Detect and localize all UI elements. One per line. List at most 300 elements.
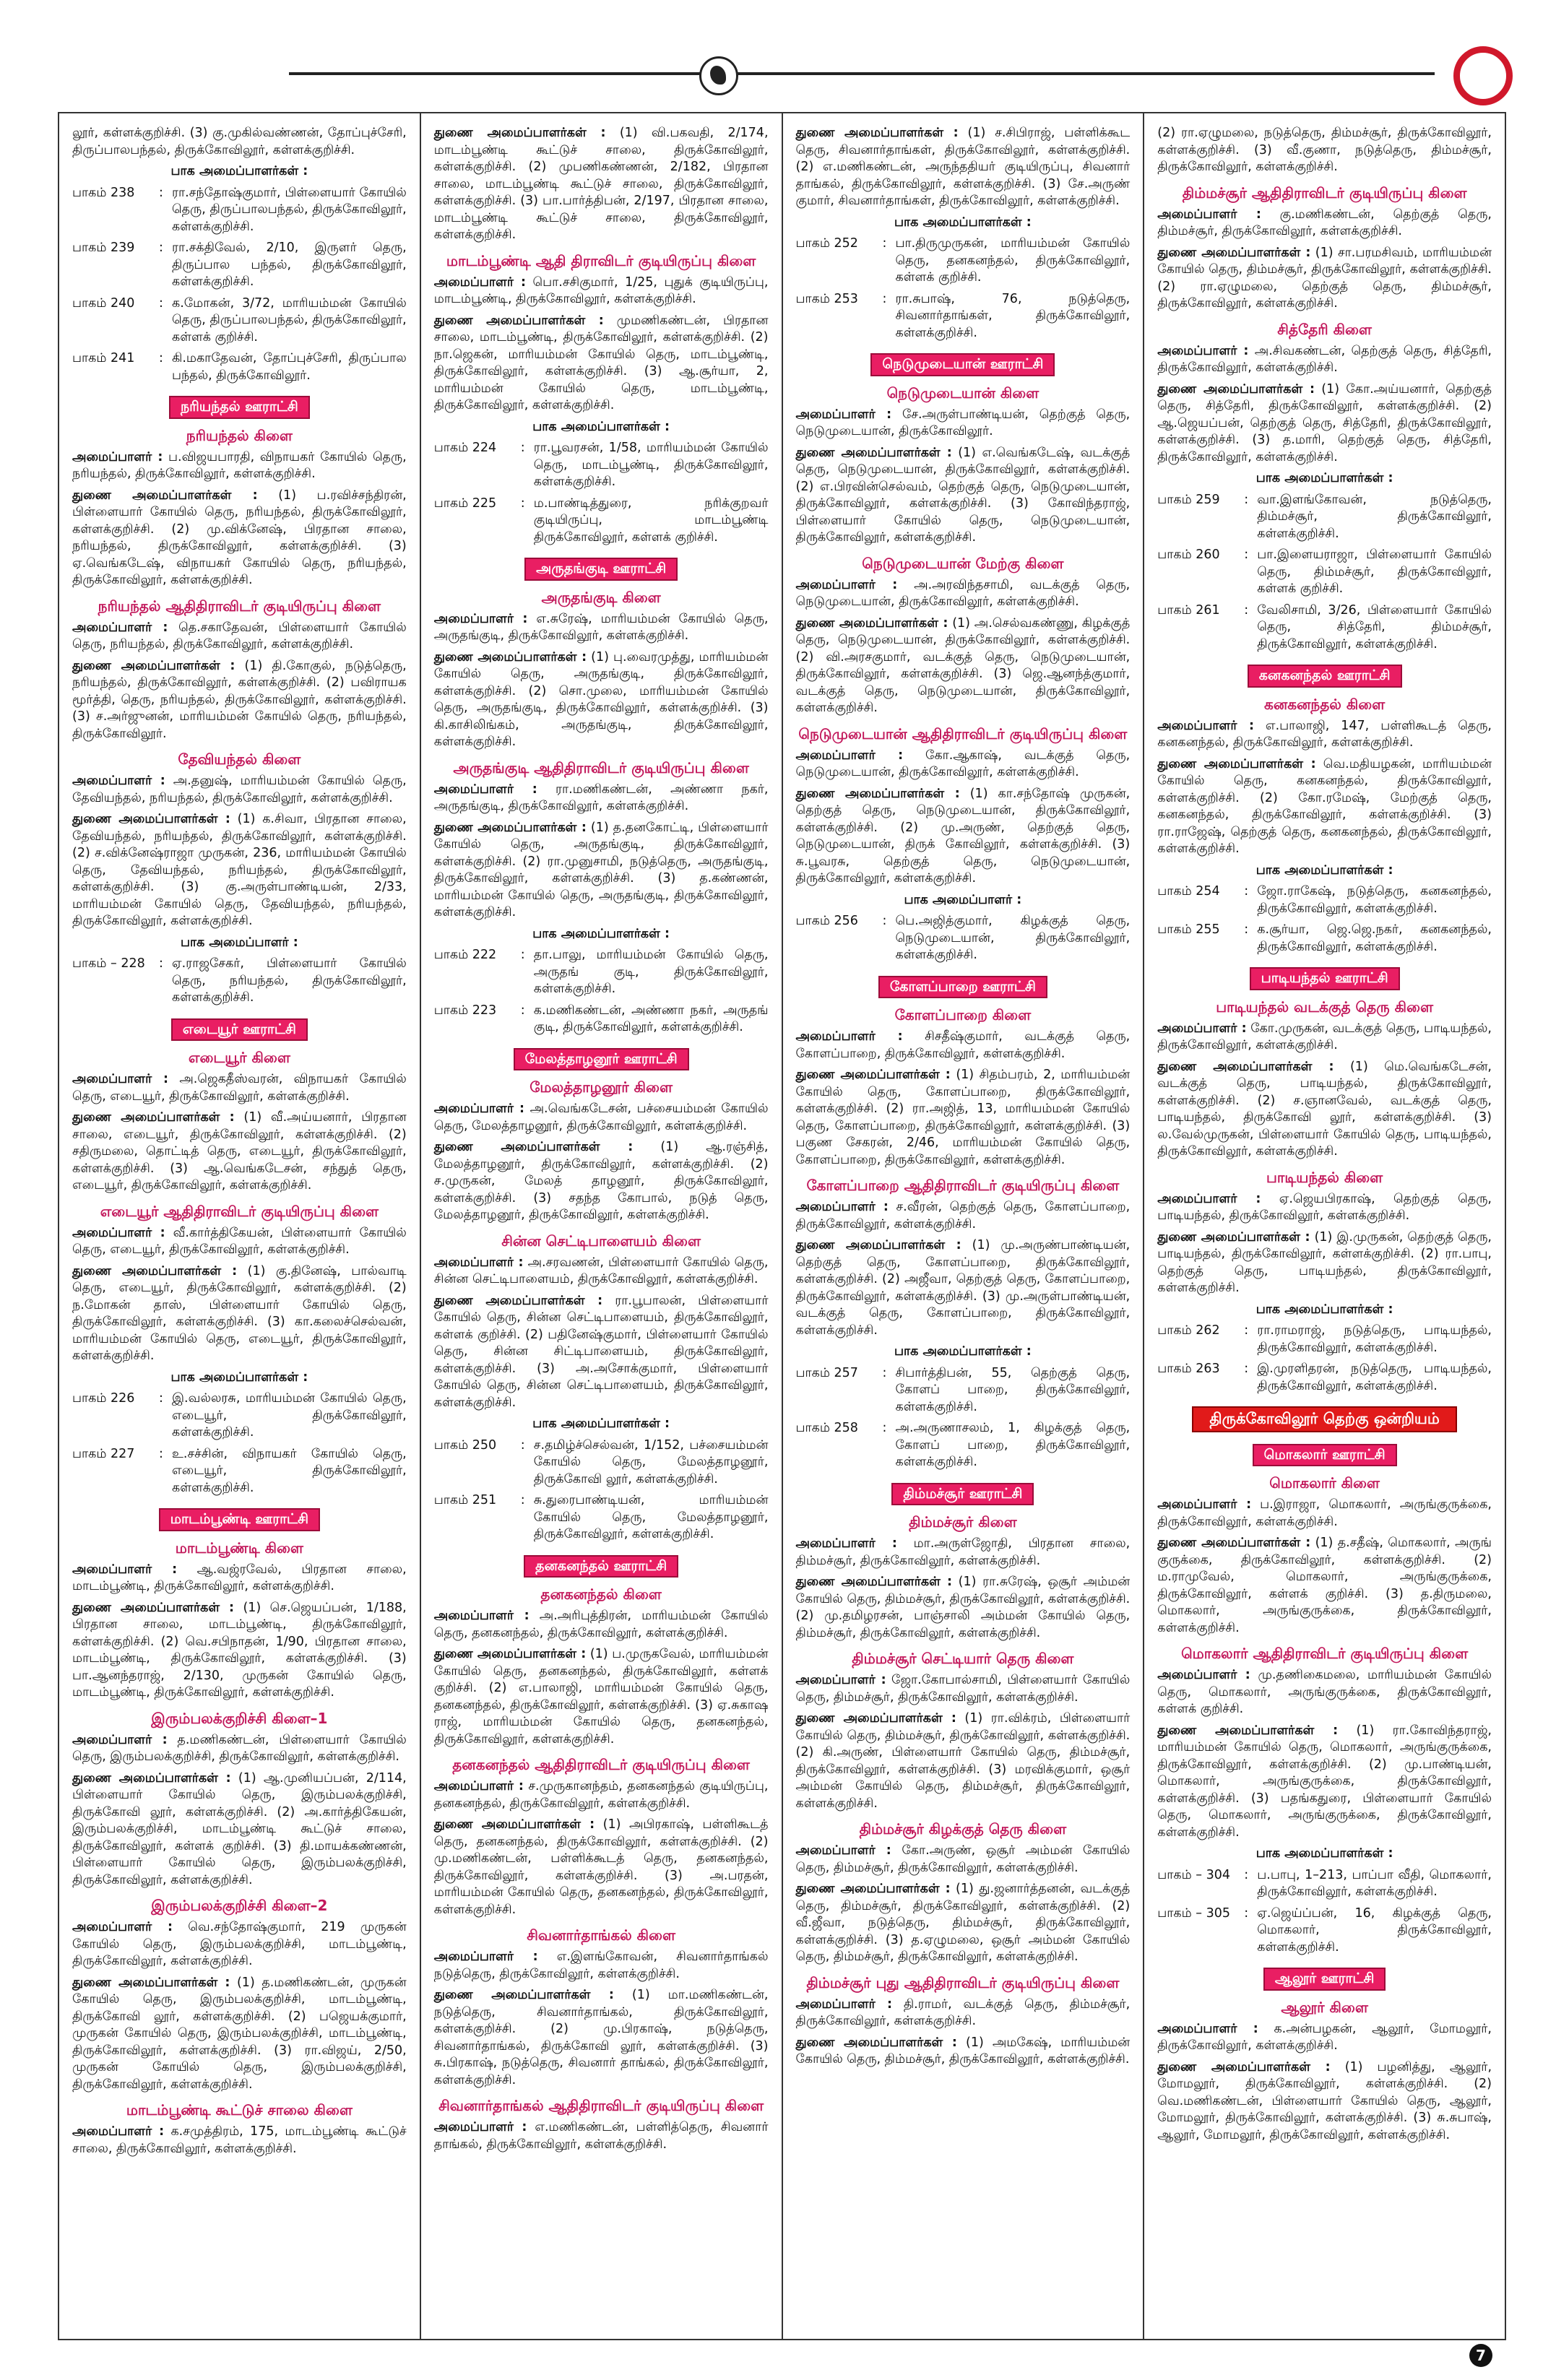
booth-list-heading: பாக அமைப்பாளர்கள் : <box>894 1344 1032 1359</box>
booth-list-heading: பாக அமைப்பாளர்கள் : <box>170 1369 308 1385</box>
branch-heading: ஆலூர் கிளை <box>1281 1998 1368 2016</box>
member-entry <box>434 820 769 922</box>
member-details: எ.பாலாஜி, 147, பள்ளிகூடத் தெரு, கனகனந்தல், திருக்கோவிலூர், கள்ளக்குறிச்சி. <box>1157 718 1492 750</box>
member-details: (1) ப.ரவிச்சந்திரன், பிள்ளையார் கோயில் தெரு, நரியந்தல், திருக்கோவிலூர், கள்ளக்குறிச்சி. (2) மு.விக்னேஷ், பிரதான சாலை, நரியந்தல், திருக்கோவிலூர், கள்ளக்குறிச்சி. (3) ஏ.வெங்கடேஷ், விநாயகர் கோயில் தெரு, நரியந்தல், திருக்கோவிலூர், கள்ளக்குறிச்சி. <box>72 488 407 587</box>
member-entry <box>796 1843 1131 1877</box>
role-label: துணை அமைப்பாளர்கள் : <box>433 1988 614 2002</box>
section-heading <box>72 1508 407 1531</box>
member-entry <box>1157 1667 1492 1718</box>
member-entry <box>72 811 407 930</box>
branch-heading: எடையூர் கிளை <box>188 1049 290 1066</box>
member-entry <box>434 1949 769 1983</box>
booth-number: பாகம் 255 <box>1157 922 1220 937</box>
member-details: வீ.கார்த்திகேயன், பிள்ளையார் கோயில் தெரு, எடையூர், திருக்கோவிலூர், கள்ளக்குறிச்சி. <box>72 1225 407 1257</box>
booth-separator: : <box>1244 1362 1249 1376</box>
role-label: அமைப்பாளர் : <box>795 407 892 422</box>
branch-heading: திம்மச்சூர் கிழக்குத் தெரு கிளை <box>859 1820 1067 1838</box>
section-heading <box>72 1018 407 1042</box>
member-entry <box>796 1574 1131 1642</box>
section-heading-label: ஆலூர் ஊராட்சி <box>1263 1968 1386 1991</box>
booth-details: ஏ.ஜெய்ப்பன், 16, கிழக்குத் தெரு, மொகலார், திருக்கோவிலூர், கள்ளக்குறிச்சி. <box>1257 1905 1492 1955</box>
column-3 <box>783 113 1145 2339</box>
booth-number: பாகம் 227 <box>72 1446 135 1461</box>
role-label: துணை அமைப்பாளர்கள் : <box>795 2035 957 2050</box>
branch-heading: பாடியந்தல் கிளை <box>1266 1168 1383 1186</box>
member-entry <box>72 1770 407 1890</box>
role-label: அமைப்பாளர் : <box>433 611 528 626</box>
booth-separator: : <box>882 914 887 928</box>
member-entry <box>72 488 407 589</box>
branch-heading: அருதங்குடி ஆதிதிராவிடர் குடியிருப்பு கிளை <box>453 758 749 776</box>
member-details: சே.அருள்பாண்டியன், தெற்குத் தெரு, நெடுமுடையான், திருக்கோவிலூர். <box>795 407 1131 438</box>
booth-details: வேலிசாமி, 3/26, பிள்ளையார் கோயில் தெரு, சித்தேரி, திம்மச்சூர், திருக்கோவிலூர், கள்ளக்குறிச்சி. <box>1257 602 1492 652</box>
booth-number: பாகம் 240 <box>72 295 135 311</box>
section-heading-label: மொகலார் ஊராட்சி <box>1253 1444 1397 1467</box>
member-entry <box>1157 756 1492 858</box>
member-details: அ.ஜெகதீஸ்வரன், விநாயகர் கோயில் தெரு, எடையூர், திருக்கோவிலூர், கள்ளக்குறிச்சி. <box>72 1072 407 1104</box>
booth-details: இ.முரளிதரன், நடுத்தெரு, பாடியந்தல், திருக்கோவிலூர், கள்ளக்குறிச்சி. <box>1257 1362 1492 1393</box>
booth-separator: : <box>1244 922 1249 937</box>
role-label: அமைப்பாளர் : <box>1157 1668 1250 1682</box>
booth-details: க.மோகன், 3/72, மாரியம்மன் கோயில் தெரு, திருப்பாலபந்தல், திருக்கோவிலூர், கள்ளக் குறிச்சி. <box>172 295 407 345</box>
member-entry <box>434 1608 769 1642</box>
booth-entry <box>434 496 769 547</box>
booth-number: பாகம் 223 <box>433 1003 497 1018</box>
member-entry <box>434 611 769 645</box>
member-details: அ.அரவிந்தசாமி, வடக்குத் தெரு, நெடுமுடையான், திருக்கோவிலூர், கள்ளக்குறிச்சி. <box>795 577 1131 609</box>
booth-number: பாகம் 224 <box>433 441 497 455</box>
member-entry <box>72 1109 407 1195</box>
section-heading <box>434 558 769 581</box>
member-details: (1) ரா.சுரேஷ், ஒசூர் அம்மன் கோயில் தெரு, திம்மச்சூர், திருக்கோவிலூர், கள்ளக்குறிச்சி. (2) மு.தமிழரசன், பாஞ்சாலி அம்மன் கோயில் தெரு, திம்மச்சூர், திருக்கோவிலூர், கள்ளக்குறிச்சி. <box>795 1575 1131 1640</box>
booth-details: ரா.ராமராஜ், நடுத்தெரு, பாடியந்தல், திருக்கோவிலூர், கள்ளக்குறிச்சி. <box>1257 1323 1492 1355</box>
role-label: அமைப்பாளர் : <box>795 1996 893 2012</box>
member-details: (1) செ.ஜெயப்பன், 1/188, பிரதான சாலை, மாடம்பூண்டி, திருக்கோவிலூர், கள்ளக்குறிச்சி. (2) வெ.சபிநாதன், 1/90, பிரதான சாலை, மாடம்பூண்டி, திருக்கோவிலூர், கள்ளக்குறிச்சி. (3) பா.ஆனந்தராஜ், 2/130, முருகன் கோயில் தெரு, மாடம்பூண்டி, திருக்கோவிலூர், கள்ளக்குறிச்சி. <box>72 1600 407 1700</box>
booth-entry <box>1157 492 1492 543</box>
booth-number: பாகம் 263 <box>1157 1362 1220 1376</box>
member-details: அ.சிவகண்டன், தெற்குத் தெரு, சித்தேரி, திருக்கோவிலூர், கள்ளக்குறிச்சி. <box>1157 343 1492 375</box>
branch-heading: திம்மச்சூர் புது ஆதிதிராவிடர் குடியிருப்பு கிளை <box>806 1973 1120 1991</box>
role-label: அமைப்பாளர் : <box>72 1920 173 1934</box>
member-details: (1) கோ.அய்யனார், தெற்குத் தெரு, சித்தேரி, திருக்கோவிலூர், கள்ளக்குறிச்சி. (2) ஆ.ஜெயப்பன், தெற்குத் தெரு, சித்தேரி, திருக்கோவிலூர், கள்ளக்குறிச்சி. (3) த.மாரி, தெற்குத் தெரு, சித்தேரி, திருக்கோவிலூர், கள்ளக்குறிச்சி. <box>1157 381 1492 464</box>
member-details: (1) மெ.வெங்கடேசன், வடக்குத் தெரு, பாடியந்தல், திருக்கோவிலூர், கள்ளக்குறிச்சி. (2) ச.ஞானவேல், வடக்குத் தெரு, பாடியந்தல், திருக்கோவி லூர், கள்ளக்குறிச்சி. (3) ல.வேல்முருகன், பிள்ளையார் கோயில் தெரு, பாடியந்தல், திருக்கோவிலூர், கள்ளக்குறிச்சி. <box>1157 1059 1492 1159</box>
branch-heading: அருதங்குடி கிளை <box>541 588 661 606</box>
branch-heading: மொகலார் ஆதிதிராவிடர் குடியிருப்பு கிளை <box>1181 1645 1469 1662</box>
booth-details: சு.துரைபாண்டியன், மாரியம்மன் கோயில் தெரு, மேலத்தாழனூர், திருக்கோவிலூர், கள்ளக்குறிச்சி. <box>533 1493 769 1541</box>
member-details: தெ.சகாதேவன், பிள்ளையார் கோயில் தெரு, நரியந்தல், திருக்கோவிலூர், கள்ளக்குறிச்சி. <box>72 620 407 652</box>
booth-separator: : <box>1244 1905 1249 1921</box>
member-entry <box>434 782 769 815</box>
booth-details: பெ.அஜித்குமார், கிழக்குத் தெரு, நெடுமுடையான், திருக்கோவிலூர், கள்ளக்குறிச்சி. <box>895 914 1131 962</box>
role-label: அமைப்பாளர் : <box>433 1255 524 1270</box>
booth-details: ஏ.ராஜசேகர், பிள்ளையார் கோயில் தெரு, நரியந்தல், திருக்கோவிலூர், கள்ளக்குறிச்சி. <box>172 956 407 1005</box>
section-heading <box>1157 1968 1492 1991</box>
member-details: முமணிகண்டன், பிரதான சாலை, மாடம்பூண்டி, திருக்கோவிலூர், கள்ளக்குறிச்சி. (2) நா.ஜெகன், மாரியம்மன் கோயில் தெரு, மாடம்பூண்டி, திருக்கோவிலூர், கள்ளக்குறிச்சி. (3) ஆ.சூர்யா, 2, மாரியம்மன் கோயில் தெரு, மாடம்பூண்டி, திருக்கோவிலூர், கள்ளக்குறிச்சி. <box>433 313 769 412</box>
branch-heading: மாடம்பூண்டி கூட்டுச் சாலை கிளை <box>126 2101 353 2119</box>
member-details: (1) ஆ.முனியப்பன், 2/114, பிள்ளையார் கோயில் தெரு, இரும்பலக்குறிச்சி, திருக்கோவி லூர், கள்ளக்குறிச்சி. (2) அ.கார்த்திகேயன், இரும்பலக்குறிச்சி, மாடம்பூண்டி கூட்டுச் சாலை, திருக்கோவிலூர், கள்ளக் குறிச்சி. (3) தி.மாயக்கண்ணன், பிள்ளையார் கோயில் தெரு, இரும்பலக்குறிச்சி, திருக்கோவிலூர், கள்ளக்குறிச்சி. <box>72 1770 407 1887</box>
member-entry <box>1157 1059 1492 1161</box>
member-details: (1) அமகேஷ், மாரியம்மன் கோயில் தெரு, திம்மச்சூர், திருக்கோவிலூர், கள்ளக்குறிச்சி. <box>795 2035 1131 2067</box>
branch-heading: சின்ன செட்டிபாளையம் கிளை <box>501 1232 701 1250</box>
member-entry <box>72 1732 407 1766</box>
booth-details: ரா.பூவரசன், 1/58, மாரியம்மன் கோயில் தெரு, மாடம்பூண்டி, திருக்கோவிலூர், கள்ளக்குறிச்சி. <box>533 441 769 489</box>
section-heading <box>434 1555 769 1578</box>
role-label: துணை அமைப்பாளர்கள் : <box>1157 381 1315 397</box>
role-label: அமைப்பாளர் : <box>795 1673 886 1687</box>
section-heading <box>434 1048 769 1071</box>
member-entry <box>1157 1723 1492 1842</box>
section-heading-label: மேலத்தாழனூர் ஊராட்சி <box>514 1048 689 1071</box>
role-label: அமைப்பாளர் : <box>72 1562 178 1577</box>
booth-entry <box>72 956 407 1007</box>
role-label: துணை அமைப்பாளர்கள் : <box>795 615 948 631</box>
booth-entry <box>796 913 1131 964</box>
booth-number: பாகம் – 228 <box>72 956 145 971</box>
booth-list-heading: பாக அமைப்பாளர்கள் : <box>1255 862 1393 878</box>
booth-entry <box>1157 1361 1492 1395</box>
booth-separator: : <box>520 1003 525 1018</box>
member-details: சிசதீஷ்குமார், வடக்குத் தெரு, கோளப்பாறை, திருக்கோவிலூர், கள்ளக்குறிச்சி. <box>795 1029 1131 1061</box>
section-heading <box>796 1483 1131 1506</box>
role-label: துணை அமைப்பாளர்கள் : <box>1157 2059 1331 2074</box>
member-entry <box>796 1672 1131 1706</box>
member-entry <box>434 1778 769 1812</box>
role-label: அமைப்பாளர் : <box>72 620 168 635</box>
booth-number: பாகம் 259 <box>1157 492 1220 507</box>
branch-heading: கனகனந்தல் கிளை <box>1264 695 1386 713</box>
branch-heading: மேலத்தாழனூர் கிளை <box>530 1078 673 1096</box>
branch-heading: நரியந்தல் ஆதிதிராவிடர் குடியிருப்பு கிளை <box>98 597 381 615</box>
booth-entry <box>72 1390 407 1442</box>
member-details: ச.முருகானந்தம், தனகனந்தல் குடியிருப்பு, தனகனந்தல், திருக்கோவிலூர், கள்ளக்குறிச்சி. <box>433 1779 769 1811</box>
booth-details: ரா.சக்திவேல், 2/10, இருளர் தெரு, திருப்பால பந்தல், திருக்கோவிலூர், கள்ளக்குறிச்சி. <box>172 241 407 289</box>
booth-entry <box>434 1003 769 1037</box>
booth-entry <box>1157 1905 1492 1957</box>
booth-details: ச.தமிழ்ச்செல்வன், 1/152, பச்சையம்மன் கோயில் தெரு, மேலத்தாழனூர், திருக்கோவி லூர், கள்ளக்குறிச்சி. <box>533 1437 769 1487</box>
branch-heading: திம்மச்சூர் ஆதிதிராவிடர் குடியிருப்பு கிளை <box>1182 183 1467 202</box>
role-label: அமைப்பாளர் : <box>1157 207 1261 222</box>
section-heading-label: மாடம்பூண்டி ஊராட்சி <box>159 1508 320 1531</box>
section-heading-label: பாடியந்தல் ஊராட்சி <box>1250 967 1400 990</box>
header-rule <box>289 72 1435 75</box>
newspaper-page <box>58 112 1506 2340</box>
booth-separator: : <box>520 496 525 511</box>
booth-entry <box>796 1365 1131 1416</box>
member-details: ஆ.வஜ்ரவேல், பிரதான சாலை, மாடம்பூண்டி, திருக்கோவிலூர், கள்ளக்குறிச்சி. <box>72 1562 407 1593</box>
branch-heading: நெடுமுடையான் மேற்கு கிளை <box>862 554 1064 572</box>
role-label: துணை அமைப்பாளர்கள் : <box>1157 1536 1311 1550</box>
branch-heading: மொகலார் கிளை <box>1269 1474 1380 1492</box>
member-details: எ.மணிகண்டன், பள்ளித்தெரு, சிவனார் தாங்கல், திருக்கோவிலூர், கள்ளக்குறிச்சி. <box>433 2120 769 2152</box>
booth-entry <box>1157 602 1492 654</box>
branch-heading: நரியந்தல் கிளை <box>186 426 293 444</box>
role-label: துணை அமைப்பாளர்கள் : <box>72 1600 235 1615</box>
role-label: துணை அமைப்பாளர்கள் : <box>1157 756 1316 771</box>
member-details: (1) மு.அருண்பாண்டியன், தெற்குத் தெரு, கோளப்பாறை, திருக்கோவிலூர், கள்ளக்குறிச்சி. (2) அஜீவா, தெற்குத் தெரு, கோளப்பாறை, திருக்கோவிலூர், கள்ளக்குறிச்சி. (3) மு.அருள்பாண்டியன், வடக்குத் தெரு, கோளப்பாறை, திருக்கோவிலூர், கள்ளக்குறிச்சி. <box>795 1238 1131 1338</box>
booth-entry <box>1157 883 1492 917</box>
member-details: (1) ரா.விக்ரம், பிள்ளையார் கோயில் தெரு, திம்மச்சூர், திருக்கோவிலூர், கள்ளக்குறிச்சி. (2) கி.அருண், பிள்ளையார் கோயில் தெரு, திம்மச்சூர், திருக்கோவிலூர், கள்ளக்குறிச்சி. (3) மரவிக்குமார், ஒசூர் அம்மன் கோயில் தெரு, திம்மச்சூர், திருக்கோவிலூர், கள்ளக்குறிச்சி. <box>795 1711 1131 1811</box>
role-label: அமைப்பாளர் : <box>795 1029 903 1044</box>
booth-entry <box>1157 1323 1492 1356</box>
role-label: துணை அமைப்பாளர்கள் : <box>795 1575 953 1589</box>
member-entry <box>1157 1535 1492 1637</box>
member-details: (1) பு.வைரமுத்து, மாரியம்மன் கோயில் தெரு, அருதங்குடி, திருக்கோவிலூர், கள்ளக்குறிச்சி. (2) சொ.முலை, மாரியம்மன் கோயில் தெரு, அருதங்குடி, திருக்கோவிலூர், கள்ளக்குறிச்சி. (3) கி.காசிலிங்கம், அருதங்குடி, திருக்கோவிலூர், கள்ளக்குறிச்சி. <box>433 649 769 749</box>
role-label: அமைப்பாளர் : <box>433 1102 525 1116</box>
branch-heading: கோளப்பாறை கிளை <box>894 1006 1032 1024</box>
role-label: அமைப்பாளர் : <box>72 449 163 464</box>
booth-details: உ.சச்சின், விநாயகர் கோயில் தெரு, எடையூர், திருக்கோவிலூர், கள்ளக்குறிச்சி. <box>172 1446 407 1495</box>
booth-list-heading: பாக அமைப்பாளர்கள் : <box>532 926 670 941</box>
booth-number: பாகம் 225 <box>433 496 497 511</box>
member-details: கோ.அருண், ஒசூர் அம்மன் கோயில் தெரு, திம்மச்சூர், திருக்கோவிலூர், கள்ளக்குறிச்சி. <box>795 1843 1131 1875</box>
branch-heading: நெடுமுடையான் கிளை <box>886 384 1040 402</box>
section-heading-label: நரியந்தல் ஊராட்சி <box>169 396 310 419</box>
member-entry <box>1157 245 1492 313</box>
booth-separator: : <box>1244 1323 1249 1338</box>
member-entry <box>1157 1191 1492 1225</box>
member-details: (1) பழனித்து, ஆலூர், மோமலூர், திருக்கோவிலூர், கள்ளக்குறிச்சி. (2) வெ.மணிகண்டன், பிள்ளையார் கோயில் தெரு, ஆலூர், மோமலூர், திருக்கோவிலூர், கள்ளக்குறிச்சி. (3) சு.சுபாஷ், ஆலூர், மோமலூர், திருக்கோவிலூர், கள்ளக்குறிச்சி. <box>1157 2059 1492 2142</box>
booth-details: கி.மகாதேவன், தோப்புச்சேரி, திருப்பால பந்தல், திருக்கோவிலூர். <box>172 351 407 383</box>
booth-number: பாகம் 256 <box>795 914 858 928</box>
booth-entry <box>434 1437 769 1489</box>
booth-number: பாகம் 253 <box>795 291 858 306</box>
member-details: (1) ஆ.ரஞ்சித், மேலத்தாழனூர், திருக்கோவிலூர், கள்ளக்குறிச்சி. (2) ச.முருகன், மேலத் தாழனூர், திருக்கோவிலூர், கள்ளக்குறிச்சி. (3) சதந்த கோபால், நடுத் தெரு, மேலத்தாழனூர், திருக்கோவிலூர், கள்ளக்குறிச்சி. <box>433 1140 769 1222</box>
member-entry <box>72 1919 407 1970</box>
branch-heading: நெடுமுடையான் ஆதிதிராவிடர் குடியிருப்பு கிளை <box>798 724 1128 743</box>
role-label: துணை அமைப்பாளர்கள் : <box>433 1140 634 1154</box>
booth-entry <box>1157 922 1492 956</box>
booth-details: க.மணிகண்டன், அண்ணா நகர், அருதங் குடி, திருக்கோவிலூர், கள்ளக்குறிச்சி. <box>533 1003 769 1034</box>
member-details: (1) ப.முருகவேல், மாரியம்மன் கோயில் தெரு, தனகனந்தல், திருக்கோவிலூர், கள்ளக் குறிச்சி. (2) எ.பாலாஜி, மாரியம்மன் கோயில் தெரு, தனகனந்தல், திருக்கோவிலூர், கள்ளக்குறிச்சி. (3) ஏ.சுகாஷ ராஜ், மாரியம்மன் கோயில் தெரு, தனகனந்தல், திருக்கோவிலூர், கள்ளக்குறிச்சி. <box>433 1647 769 1747</box>
member-entry <box>434 1101 769 1135</box>
role-label: துணை அமைப்பாளர்கள் : <box>795 1711 956 1726</box>
booth-list-heading: பாக அமைப்பாளர்கள் : <box>532 1416 670 1431</box>
role-label: துணை அமைப்பாளர்கள் : <box>795 1882 951 1896</box>
member-details: (1) கா.சந்தோஷ் முருகன், தெற்குத் தெரு, நெடுமுடையான், திருக்கோவிலூர், கள்ளக்குறிச்சி. (2) மு.அருண், தெற்குத் தெரு, நெடுமுடையான், திருக் கோவிலூர், கள்ளக்குறிச்சி. (3) சு.பூவரசு, தெற்குத் தெரு, நெடுமுடையான், திருக்கோவிலூர், கள்ளக்குறிச்சி. <box>795 786 1131 886</box>
booth-details: ப.பாபு, 1–213, பாப்பா வீதி, மொகலார், திருக்கோவிலூர், கள்ளக்குறிச்சி. <box>1257 1867 1492 1899</box>
page-header <box>0 0 1543 108</box>
section-heading-label: திருக்கோவிலூர் தெற்கு ஒன்றியம் <box>1192 1406 1456 1432</box>
role-label: அமைப்பாளர் : <box>433 2120 527 2134</box>
member-details: ப.விஜயபாரதி, விநாயகர் கோயில் தெரு, நரியந்தல், திருக்கோவிலூர், கள்ளக்குறிச்சி. <box>72 449 407 481</box>
booth-number: பாகம் 252 <box>795 236 858 251</box>
booth-separator: : <box>882 1421 887 1435</box>
member-entry <box>72 1263 407 1365</box>
role-label: அமைப்பாளர் : <box>795 1200 889 1214</box>
role-label: அமைப்பாளர் : <box>1157 343 1249 358</box>
role-label: துணை அமைப்பாளர்கள் : <box>72 1770 231 1786</box>
member-details: (1) அபிரகாஷ், பள்ளிகூடத் தெரு, தனகனந்தல், திருக்கோவிலூர், கள்ளக்குறிச்சி. (2) மு.மணிகண்டன், பள்ளிக்கூடத் தெரு, தனகனந்தல், திருக்கோவிலூர், கள்ளக்குறிச்சி. (3) அ.பரதன், மாரியம்மன் கோயில் தெரு, தனகனந்தல், திருக்கோவிலூர், கள்ளக்குறிச்சி. <box>433 1817 769 1917</box>
branch-heading: திம்மச்சூர் கிளை <box>909 1513 1017 1531</box>
member-entry <box>1157 1497 1492 1531</box>
booth-separator: : <box>520 948 525 962</box>
member-details: ஜோ.கோபால்சாமி, பிள்ளையார் கோயில் தெரு, திம்மச்சூர், திருக்கோவிலூர், கள்ளக்குறிச்சி. <box>795 1673 1131 1705</box>
column-1 <box>59 113 421 2339</box>
member-entry <box>434 1255 769 1289</box>
role-label: அமைப்பாளர் : <box>1157 718 1254 733</box>
booth-number: பாகம் 239 <box>72 241 135 255</box>
booth-number: பாகம் 261 <box>1157 602 1220 618</box>
section-heading <box>1157 1444 1492 1467</box>
section-heading-label: தனகனந்தல் ஊராட்சி <box>524 1555 678 1578</box>
booth-details: வா.இளங்கோவன், நடுத்தெரு, திம்மச்சூர், திருக்கோவிலூர், கள்ளக்குறிச்சி. <box>1257 492 1492 541</box>
member-entry <box>434 649 769 751</box>
booth-number: பாகம் – 305 <box>1157 1905 1230 1921</box>
booth-entry <box>796 1420 1131 1471</box>
branch-heading: தேவியந்தல் கிளை <box>178 750 301 768</box>
member-details: எ.சுரேஷ், மாரியம்மன் கோயில் தெரு, அருதங்குடி, திருக்கோவிலூர், கள்ளக்குறிச்சி. <box>433 611 769 643</box>
member-entry <box>72 2124 407 2158</box>
member-details: க.சமுத்திரம், 175, மாடம்பூண்டி கூட்டுச் சாலை, திருக்கோவிலூர், கள்ளக்குறிச்சி. <box>72 2124 407 2156</box>
member-entry <box>1157 2059 1492 2145</box>
booth-separator: : <box>520 441 525 455</box>
member-entry <box>796 445 1131 547</box>
member-details: பொ.சசிகுமார், 1/25, புதுக் குடியிருப்பு, மாடம்பூண்டி, திருக்கோவிலூர், கள்ளக்குறிச்சி. <box>433 274 769 306</box>
booth-details: ரா.சந்தோஷ்குமார், பிள்ளையார் கோயில் தெரு, திருப்பாலபந்தல், திருக்கோவிலூர், கள்ளக்குறிச்சி. <box>172 185 407 234</box>
role-label: அமைப்பாளர் : <box>433 782 537 797</box>
member-entry <box>796 1710 1131 1812</box>
member-details: அ.வெங்கடேசன், பச்சையம்மன் கோயில் தெரு, மேலத்தாழனூர், திருக்கோவிலூர், கள்ளக்குறிச்சி. <box>433 1102 769 1133</box>
booth-separator: : <box>882 236 887 251</box>
branch-heading: இரும்பலக்குறிச்சி கிளை–2 <box>151 1897 328 1914</box>
branch-heading: சிவனார்தாங்கல் கிளை <box>527 1926 676 1944</box>
member-entry <box>72 1562 407 1596</box>
member-details: (1) இ.முருகன், தெற்குத் தெரு, பாடியந்தல், திருக்கோவிலூர், கள்ளக்குறிச்சி. (2) ரா.பாபு, தெற்குத் தெரு, பாடியந்தல், திருக்கோவிலூர், கள்ளக்குறிச்சி. <box>1157 1229 1492 1295</box>
page-number: 7 <box>1469 2344 1492 2367</box>
member-entry <box>796 615 1131 717</box>
role-label: துணை அமைப்பாளர்கள் : <box>433 313 604 328</box>
role-label: துணை அமைப்பாளர்கள் : <box>795 1068 951 1082</box>
member-entry <box>1157 2021 1492 2055</box>
section-heading <box>796 353 1131 376</box>
booth-entry <box>434 440 769 491</box>
member-details: (1) சிதம்பரம், 2, மாரியம்மன் கோயில் தெரு, கோளப்பாறை, திருக்கோவிலூர், கள்ளக்குறிச்சி. (2) ரா.அஜித், 13, மாரியம்மன் கோயில் தெரு, கோளப்பாறை, திருக்கோவிலூர், கள்ளக்குறிச்சி. (3) பகுண சேகரன், 2/46, மாரியம்மன் கோயில் தெரு, கோளப்பாறை, திருக்கோவிலூர், கள்ளக்குறிச்சி. <box>795 1068 1131 1167</box>
member-details: (1) எ.வெங்கடேஷ், வடக்குத் தெரு, நெடுமுடையான், திருக்கோவிலூர், கள்ளக்குறிச்சி. (2) எ.பிரவின்செல்வம், தெற்குத் தெரு, நெடுமுடையான், திருக்கோவிலூர், கள்ளக்குறிச்சி. (3) கோவிந்தராஜ், பிள்ளையார் கோயில் தெரு, நெடுமுடையான், திருக்கோவிலூர், கள்ளக்குறிச்சி. <box>795 445 1131 545</box>
booth-number: பாகம் – 304 <box>1157 1867 1230 1882</box>
booth-details: ஜோ.ராகேஷ், நடுத்தெரு, கனகனந்தல், திருக்கோவிலூர், கள்ளக்குறிச்சி. <box>1257 884 1492 916</box>
role-label: துணை அமைப்பாளர்கள் : <box>795 786 960 801</box>
section-heading <box>72 396 407 419</box>
member-entry <box>796 1996 1131 2030</box>
booth-separator: : <box>882 291 887 306</box>
member-details: (1) அ.செல்வகண்ணு, கிழக்குத் தெரு, நெடுமுடையான், திருக்கோவிலூர், கள்ளக்குறிச்சி. (2) வி.அரசகுமார், வடக்குத் தெரு, நெடுமுடையான், திருக்கோவிலூர், கள்ளக்குறிச்சி. (3) ஜெ.ஆனந்த்குமார், வடக்குத் தெரு, நெடுமுடையான், திருக்கோவிலூர், கள்ளக்குறிச்சி. <box>795 615 1131 715</box>
continued-text: (2) ரா.ஏழுமலை, நடுத்தெரு, திம்மச்சூர், திருக்கோவிலூர், கள்ளக்குறிச்சி. (3) வீ.குணா, நடுத்தெரு, திம்மச்சூர், திருக்கோவிலூர், கள்ளக்குறிச்சி. <box>1157 126 1492 174</box>
section-heading-label: நெடுமுடையான் ஊராட்சி <box>870 353 1055 376</box>
booth-details: ரா.சுபாஷ், 76, நடுத்தெரு, சிவனார்தாங்கள், திருக்கோவிலூர், கள்ளக்குறிச்சி. <box>895 291 1131 340</box>
member-entry <box>796 407 1131 441</box>
booth-number: பாகம் 257 <box>795 1365 858 1380</box>
booth-number: பாகம் 262 <box>1157 1323 1220 1338</box>
member-details: (1) து.ஜனார்த்தனன், வடக்குத் தெரு, திம்மச்சூர், திருக்கோவிலூர், கள்ளக்குறிச்சி. (2) வீ.ஜீவா, நடுத்தெரு, திம்மச்சூர், திருக்கோவிலூர், கள்ளக்குறிச்சி. (3) த.ஏழுமலை, ஒசூர் அம்மன் கோயில் தெரு, திம்மச்சூர், திருக்கோவிலூர், கள்ளக்குறிச்சி. <box>795 1882 1131 1964</box>
booth-details: க.சூர்யா, ஜெ.ஜெ.நகர், கனகனந்தல், திருக்கோவிலூர், கள்ளக்குறிச்சி. <box>1257 922 1492 954</box>
continued-text: லூர், கள்ளக்குறிச்சி. (3) கு.முகில்வண்ணன், தோப்புச்சேரி, திருப்பாலபந்தல், திருக்கோவிலூர், கள்ளக்குறிச்சி. <box>72 126 407 157</box>
booth-separator: : <box>1244 492 1249 507</box>
booth-separator: : <box>159 1446 163 1461</box>
booth-entry <box>72 295 407 347</box>
member-details: அ.சரவணன், பிள்ளையார் கோயில் தெரு, சின்ன செட்டிபாளையம், திருக்கோவிலூர், கள்ளக்குறிச்சி. <box>433 1255 769 1286</box>
role-label: அமைப்பாளர் : <box>72 2124 165 2139</box>
member-details: ப.இராஜா, மொகலார், அருங்குருக்கை, திருக்கோவிலூர், கள்ளக்குறிச்சி. <box>1157 1497 1492 1529</box>
role-label: அமைப்பாளர் : <box>72 774 165 788</box>
booth-entry <box>1157 547 1492 598</box>
role-label: துணை அமைப்பாளர்கள் : <box>795 445 952 460</box>
booth-list-heading: பாக அமைப்பாளர் : <box>904 892 1022 907</box>
booth-entry <box>72 240 407 291</box>
role-label: அமைப்பாளர் : <box>795 1843 891 1858</box>
booth-number: பாகம் 226 <box>72 1391 135 1406</box>
member-details: (1) ச.சிபிராஜ், பள்ளிக்கூட தெரு, சிவனார்தாங்கள், திருக்கோவிலூர், கள்ளக்குறிச்சி. (2) எ.மணிகண்டன், அருந்ததியர் குடியிருப்பு, சிவனார் தாங்கல், திருக்கோவிலூர், கள்ளக்குறிச்சி. (3) சே.அருண் குமார், சிவனார்தாங்கள், திருக்கோவிலூர், கள்ளக்குறிச்சி. <box>795 126 1131 208</box>
role-label: அமைப்பாளர் : <box>1157 1191 1261 1206</box>
role-label: அமைப்பாளர் : <box>72 1732 168 1747</box>
section-heading <box>1157 665 1492 688</box>
member-entry <box>72 773 407 807</box>
booth-separator: : <box>520 1493 525 1507</box>
member-entry <box>796 1199 1131 1233</box>
member-entry <box>796 1029 1131 1063</box>
booth-list-heading: பாக அமைப்பாளர்கள் : <box>1255 1846 1393 1861</box>
role-label: துணை அமைப்பாளர்கள் : <box>72 1975 230 1990</box>
member-entry <box>434 1139 769 1224</box>
member-entry <box>72 658 407 743</box>
member-details: ரா.மணிகண்டன், அண்ணா நகர், அருதங்குடி, திருக்கோவிலூர், கள்ளக்குறிச்சி. <box>433 782 769 813</box>
role-label: துணை அமைப்பாளர்கள் : <box>795 1238 961 1252</box>
booth-entry <box>72 185 407 236</box>
member-entry <box>434 2119 769 2153</box>
role-label: துணை அமைப்பாளர்கள் : <box>433 1293 603 1308</box>
member-entry <box>796 1536 1131 1570</box>
booth-details: அ.அருணாசலம், 1, கிழக்குத் தெரு, கோளப் பாறை, திருக்கோவிலூர், கள்ளக்குறிச்சி. <box>895 1421 1131 1469</box>
member-entry <box>434 125 769 244</box>
role-label: அமைப்பாளர் : <box>433 1609 530 1623</box>
member-details: கோ.ஆகாஷ், வடக்குத் தெரு, நெடுமுடையான், திருக்கோவிலூர், கள்ளக்குறிச்சி. <box>795 748 1131 779</box>
branch-heading: மாடம்பூண்டி கிளை <box>175 1539 303 1557</box>
booth-entry <box>434 1492 769 1544</box>
member-entry <box>434 1987 769 2089</box>
member-entry <box>796 1067 1131 1169</box>
branch-heading: சிவனார்தாங்கல் ஆதிதிராவிடர் குடியிருப்பு கிளை <box>438 2097 764 2114</box>
member-entry <box>796 577 1131 611</box>
member-entry <box>796 2035 1131 2069</box>
booth-list-heading: பாக அமைப்பாளர்கள் : <box>170 164 308 178</box>
member-entry <box>1157 381 1492 467</box>
member-details: மா.அருள்ஜோதி, பிரதான சாலை, திம்மச்சூர், திருக்கோவிலூர், கள்ளக்குறிச்சி. <box>795 1536 1131 1568</box>
role-label: துணை அமைப்பாளர்கள் : <box>72 1263 238 1278</box>
member-entry <box>434 1646 769 1748</box>
member-entry <box>796 748 1131 782</box>
booth-list-heading: பாக அமைப்பாளர் : <box>180 935 298 950</box>
member-entry <box>72 1225 407 1259</box>
section-heading-label: எடையூர் ஊராட்சி <box>171 1018 308 1042</box>
member-details: (1) த.தனகோட்டி, பிள்ளையார் கோயில் தெரு, அருதங்குடி, திருக்கோவிலூர், கள்ளக்குறிச்சி. (2) ரா.முனுசாமி, நடுத்தெரு, அருதங்குடி, திருக்கோவிலூர், கள்ளக்குறிச்சி. (3) த.கண்ணன், மாரியம்மன் கோயில் தெரு, அருதங்குடி, திருக்கோவிலூர், கள்ளக்குறிச்சி. <box>433 820 769 919</box>
role-label: அமைப்பாளர் : <box>795 577 898 592</box>
column-4 <box>1144 113 1505 2339</box>
member-details: (1) தி.கோகுல், நடுத்தெரு, நரியந்தல், திருக்கோவிலூர், கள்ளக்குறிச்சி. (2) பவிராயக மூர்த்தி, தெரு, நரியந்தல், திருக்கோவிலூர், கள்ளக்குறிச்சி. (3) ச.அர்ஜுனன், மாரியம்மன் கோயில் தெரு, நரியந்தல், திருக்கோவிலூர். <box>72 658 407 741</box>
member-entry <box>434 313 769 415</box>
booth-number: பாகம் 222 <box>433 948 497 962</box>
member-details: ச.வீரன், தெற்குத் தெரு, கோளப்பாறை, திருக்கோவிலூர், கள்ளக்குறிச்சி. <box>795 1200 1131 1232</box>
booth-details: பா.இளையராஜா, பிள்ளையார் கோயில் தெரு, திம்மச்சூர், திருக்கோவிலூர், கள்ளக் குறிச்சி. <box>1257 548 1492 596</box>
booth-entry <box>72 350 407 384</box>
role-label: துணை அமைப்பாளர்கள் : <box>72 1110 235 1125</box>
member-entry <box>1157 207 1492 241</box>
role-label: அமைப்பாளர் : <box>433 1950 538 1964</box>
booth-separator: : <box>1244 1867 1249 1882</box>
member-entry <box>72 1071 407 1105</box>
booth-list-heading: பாக அமைப்பாளர்கள் : <box>894 215 1032 230</box>
role-label: துணை அமைப்பாளர்கள் : <box>72 658 235 673</box>
role-label: அமைப்பாளர் : <box>433 1779 524 1793</box>
member-details: கு.மணிகண்டன், தெற்குத் தெரு, திம்மச்சூர், திருக்கோவிலூர், கள்ளக்குறிச்சி. <box>1157 207 1492 238</box>
